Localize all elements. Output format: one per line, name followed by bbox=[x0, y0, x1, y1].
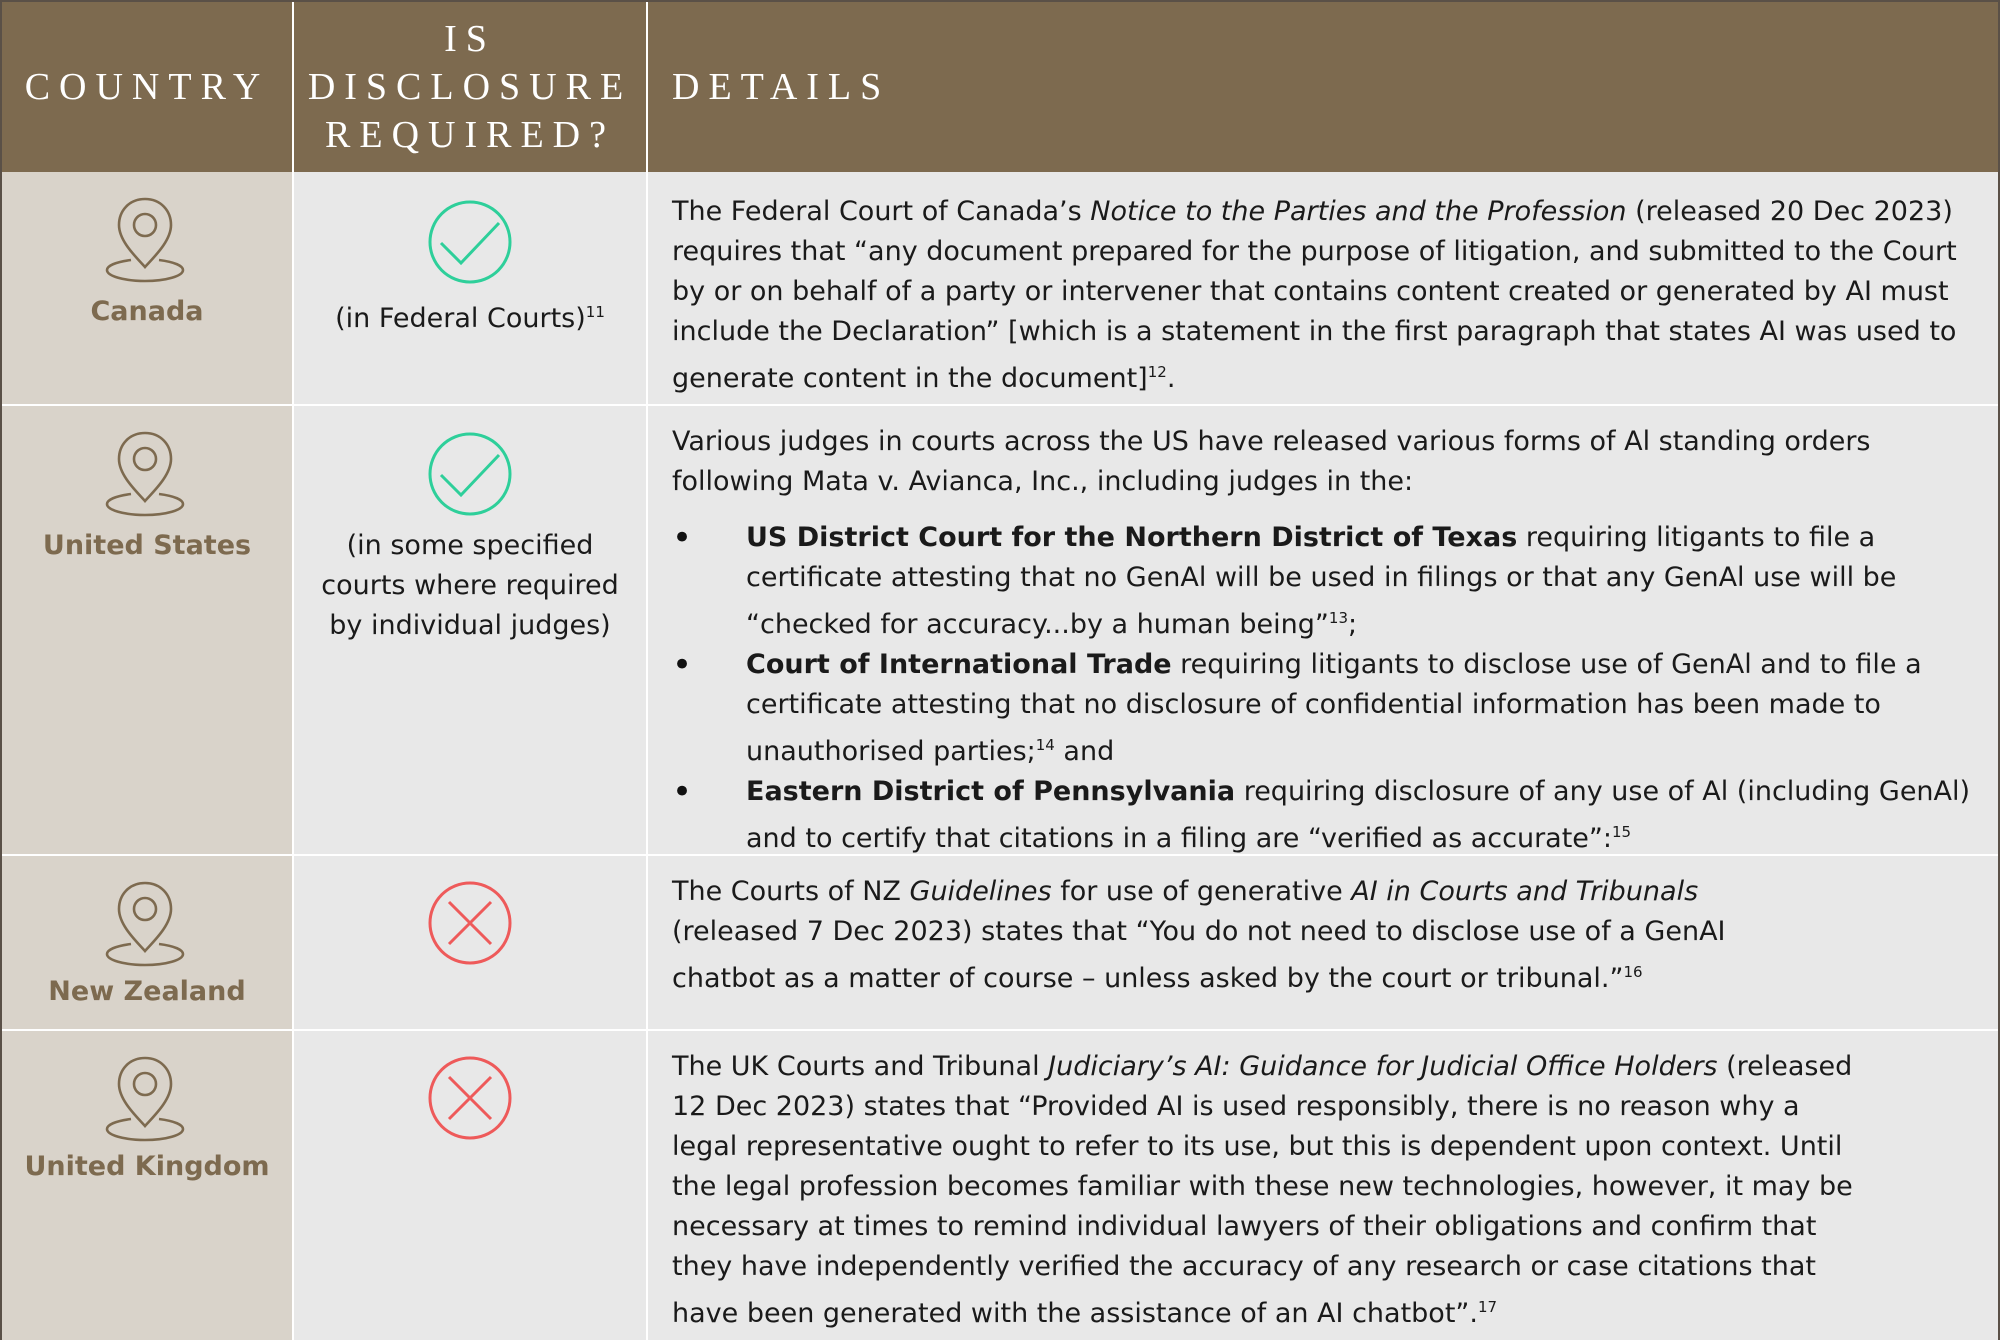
country-name: New Zealand bbox=[48, 976, 246, 1007]
details-text: The Courts of NZ Guidelines for use of generative AI in Courts and Tribunals (released 7 Dec 2023) states that “You do not need to disclose use of a GenAI chatbot as a matter of course – unless asked by the court or tribunal.”$^{16}$ bbox=[672, 876, 1726, 994]
cross-icon bbox=[427, 1055, 513, 1141]
location-pin-icon bbox=[105, 1053, 185, 1143]
country-cell bbox=[2, 1031, 292, 1340]
country-cell bbox=[2, 856, 292, 1029]
check-icon bbox=[427, 431, 513, 517]
disclosure-note: (in Federal Courts)$^{11}$ bbox=[335, 303, 605, 334]
country-name: United States bbox=[42, 530, 252, 561]
details-text bbox=[672, 422, 1972, 859]
details-intro: Various judges in courts across the US have released various forms of Al standing orders following Mata v. Avianca, Inc., including judges in the: bbox=[672, 426, 1871, 497]
country-name: Canada bbox=[90, 296, 204, 327]
header-details: DETAILS bbox=[672, 66, 891, 108]
disclosure-cell bbox=[294, 172, 646, 404]
header-disclosure: IS DISCLOSURE REQUIRED? bbox=[307, 18, 633, 156]
cross-icon bbox=[427, 880, 513, 966]
details-text: The UK Courts and Tribunal Judiciary’s AI: Guidance for Judicial Office Holders (released 12 Dec 2023) states that “Provided AI is used responsibly, there is no reason why a legal representative ought to refer to its use, but this is dependent upon context. Until the legal profession becomes familiar with these new technologies, however, it may be necessary at times to remind individual lawyers of their obligations and confirm that they have independently verified the accuracy of any research or case citations that have been generated with the assistance of an AI chatbot”.$^{17}$ bbox=[672, 1051, 1853, 1329]
check-icon bbox=[427, 199, 513, 285]
list-item: • US District Court for the Northern District of Texas requiring litigants to file a certificate attesting that no GenAl will be used in filings or that any GenAl use will be “checked for accuracy...by a human being”$^{13}$; bbox=[672, 518, 1972, 645]
column-divider bbox=[646, 2, 648, 1340]
details-text: The Federal Court of Canada’s Notice to the Parties and the Profession (released 20 Dec 2023) requires that “any document prepared for the purpose of litigation, and submitted to the Court by or on behalf of a party or intervener that contains content created or generated by AI must include the Declaration” [which is a statement in the first paragraph that states AI was used to generate content in the document]$^{12}$. bbox=[672, 196, 1957, 394]
list-item: • Eastern District of Pennsylvania requiring disclosure of any use of Al (including GenAl) and to certify that citations in a filing are “verified as accurate”:$^{15}$ bbox=[672, 772, 1972, 859]
table-row-new-zealand bbox=[2, 856, 1998, 1029]
details-cell bbox=[648, 1031, 1998, 1340]
details-cell bbox=[648, 172, 1998, 404]
country-cell bbox=[2, 406, 292, 854]
disclosure-cell bbox=[294, 1031, 646, 1340]
list-item: • Court of International Trade requiring litigants to disclose use of GenAl and to file a certificate attesting that no disclosure of confidential information has been made to unauthorised parties;$^{14}$ and bbox=[672, 645, 1972, 772]
details-cell bbox=[648, 406, 1998, 854]
disclosure-note: (in some specified courts where required by individual judges) bbox=[321, 530, 619, 641]
table-row-united-states bbox=[2, 406, 1998, 854]
details-cell bbox=[648, 856, 1998, 1029]
location-pin-icon bbox=[105, 878, 185, 968]
location-pin-icon bbox=[105, 428, 185, 518]
table-row-united-kingdom bbox=[2, 1031, 1998, 1340]
details-bullet-list bbox=[672, 518, 1972, 859]
location-pin-icon bbox=[105, 194, 185, 284]
disclosure-cell bbox=[294, 406, 646, 854]
disclosure-cell bbox=[294, 856, 646, 1029]
column-divider bbox=[292, 2, 294, 1340]
country-cell bbox=[2, 172, 292, 404]
header-country: COUNTRY bbox=[24, 66, 270, 108]
country-name: United Kingdom bbox=[24, 1151, 270, 1182]
table-row-canada bbox=[2, 172, 1998, 404]
table-header bbox=[2, 2, 1998, 172]
